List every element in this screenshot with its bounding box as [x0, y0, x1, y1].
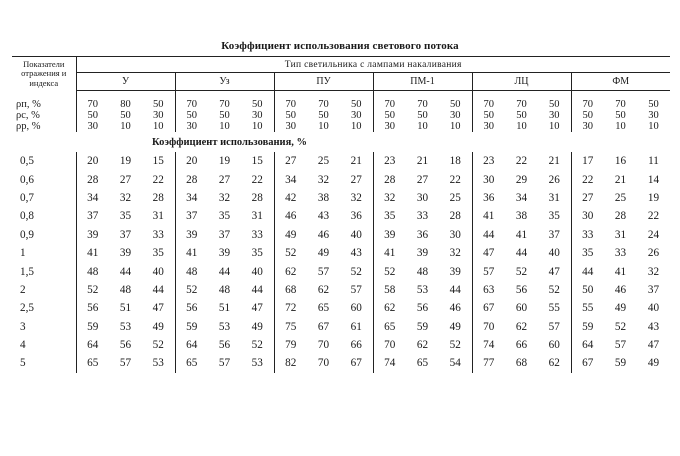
table-cell: 82	[285, 357, 297, 370]
table-cell: 41	[76, 244, 109, 262]
table-cell: 53	[218, 320, 231, 333]
room-index-label: 0,5	[20, 155, 34, 168]
table-cell: 36	[483, 191, 495, 204]
param-value: 30	[483, 121, 494, 132]
section-title: Коэффициент использования, %	[152, 136, 308, 148]
table-cell: 27	[340, 170, 373, 188]
row-header-line: Показатели	[23, 58, 65, 69]
table-cell: 37	[218, 228, 231, 241]
table-cell: 56	[119, 339, 132, 352]
param-value: 30	[87, 121, 98, 132]
table-cell: 38	[515, 210, 528, 223]
table-cell: 30	[582, 210, 594, 223]
table-cell: 32	[119, 191, 132, 204]
table-cell: 36	[340, 207, 373, 225]
table-cell: 41	[614, 265, 627, 278]
table-cell: 28	[384, 173, 396, 186]
param-value: 50	[340, 91, 373, 111]
table-cell: 68	[515, 357, 528, 370]
table-cell: 63	[483, 283, 495, 296]
param-value: 50	[384, 110, 395, 121]
table-cell: 32	[340, 189, 373, 207]
table-cell: 59	[614, 357, 627, 370]
table-cell: 65	[416, 357, 429, 370]
table-cell: 15	[241, 152, 274, 170]
table-cell: 48	[186, 265, 198, 278]
table-cell: 47	[142, 299, 175, 317]
table-cell: 52	[142, 336, 175, 354]
param-value: 30	[538, 110, 571, 121]
room-index-label: 0,7	[20, 191, 34, 204]
table-cell: 60	[515, 302, 528, 315]
table-cell: 31	[614, 228, 627, 241]
param-value: 30	[582, 121, 593, 132]
param-value: 10	[120, 121, 131, 132]
table-cell: 49	[285, 228, 297, 241]
table-cell: 70	[483, 320, 495, 333]
table-cell: 46	[614, 283, 627, 296]
table-cell: 32	[384, 191, 396, 204]
table-cell: 47	[241, 299, 274, 317]
table-cell: 41	[483, 210, 495, 223]
param-label: ρп, %	[12, 91, 76, 111]
param-value: 70	[483, 99, 494, 110]
table-cell: 14	[647, 173, 660, 186]
table-cell: 22	[647, 210, 660, 223]
table-cell: 21	[614, 173, 627, 186]
table-cell: 49	[647, 357, 660, 370]
table-cell: 22	[582, 173, 594, 186]
table-cell: 40	[647, 302, 660, 315]
param-value: 70	[582, 99, 593, 110]
utilization-table	[12, 56, 670, 373]
table-cell: 40	[538, 244, 571, 262]
table-cell: 61	[340, 318, 373, 336]
table-cell: 25	[439, 189, 472, 207]
table-cell: 39	[416, 247, 429, 260]
table-cell: 57	[483, 265, 495, 278]
param-value: 30	[241, 110, 274, 121]
table-cell: 22	[241, 170, 274, 188]
table-cell: 62	[317, 283, 330, 296]
table-cell: 47	[538, 262, 571, 280]
param-value: 70	[186, 99, 197, 110]
table-cell: 59	[416, 320, 429, 333]
table-cell: 49	[241, 318, 274, 336]
table-cell: 60	[538, 336, 571, 354]
table-cell: 79	[285, 339, 297, 352]
table-cell: 56	[416, 302, 429, 315]
table-cell: 28	[186, 173, 198, 186]
param-value: 30	[384, 121, 395, 132]
table-cell: 25	[614, 191, 627, 204]
table-cell: 33	[416, 210, 429, 223]
param-value: 70	[417, 99, 428, 110]
table-cell: 44	[218, 265, 231, 278]
table-cell: 40	[142, 262, 175, 280]
table-cell: 33	[142, 226, 175, 244]
param-value: 10	[318, 121, 329, 132]
table-cell: 53	[241, 354, 274, 372]
table-cell: 53	[416, 283, 429, 296]
param-value: 50	[87, 110, 98, 121]
table-cell: 21	[340, 152, 373, 170]
table-cell: 22	[142, 170, 175, 188]
table-cell: 47	[647, 339, 660, 352]
table-cell: 53	[119, 320, 132, 333]
param-value: 50	[483, 110, 494, 121]
table-cell: 27	[582, 191, 594, 204]
table-cell: 62	[538, 354, 571, 372]
param-value: 50	[516, 110, 527, 121]
param-value: 30	[648, 110, 659, 121]
param-value: 50	[120, 110, 131, 121]
table-cell: 43	[647, 320, 660, 333]
table-cell: 52	[340, 262, 373, 280]
table-cell: 74	[483, 339, 495, 352]
table-cell: 49	[439, 318, 472, 336]
table-cell: 41	[384, 247, 396, 260]
group-header: ЛЦ	[472, 73, 571, 91]
table-cell: 46	[285, 210, 297, 223]
table-cell: 42	[285, 191, 297, 204]
table-cell: 15	[142, 152, 175, 170]
table-cell: 30	[439, 226, 472, 244]
table-cell: 49	[317, 247, 330, 260]
param-value: 50	[241, 91, 274, 111]
table-cell: 44	[515, 247, 528, 260]
table-cell: 33	[582, 228, 594, 241]
table-cell: 39	[119, 247, 132, 260]
table-cell: 44	[119, 265, 132, 278]
table-cell: 22	[439, 170, 472, 188]
table-cell: 50	[582, 283, 594, 296]
table-cell: 27	[285, 155, 297, 168]
param-value: 50	[538, 91, 571, 111]
table-cell: 62	[285, 265, 297, 278]
table-cell: 56	[515, 283, 528, 296]
table-cell: 70	[317, 339, 330, 352]
table-title: Коэффициент использования светового потока	[221, 40, 459, 52]
table-cell: 77	[483, 357, 495, 370]
table-cell: 43	[340, 244, 373, 262]
table-cell: 35	[582, 247, 594, 260]
table-cell: 35	[241, 244, 274, 262]
table-cell: 62	[515, 320, 528, 333]
param-value: 30	[340, 110, 373, 121]
table-cell: 65	[186, 357, 198, 370]
table-cell: 70	[317, 357, 330, 370]
table-cell: 25	[317, 155, 330, 168]
table-cell: 22	[515, 155, 528, 168]
param-value: 50	[318, 110, 329, 121]
group-header: У	[76, 73, 175, 91]
table-cell: 38	[317, 191, 330, 204]
table-cell: 35	[538, 207, 571, 225]
row-header-cell	[12, 57, 76, 91]
table-cell: 20	[186, 155, 198, 168]
table-cell: 32	[218, 191, 231, 204]
table-cell: 41	[186, 247, 198, 260]
table-cell: 29	[515, 173, 528, 186]
table-cell: 41	[515, 228, 528, 241]
table-cell: 34	[285, 173, 297, 186]
table-cell: 34	[186, 191, 198, 204]
table-cell: 48	[218, 283, 231, 296]
table-cell: 39	[76, 226, 109, 244]
group-header: Уз	[175, 73, 274, 91]
table-cell: 52	[76, 281, 109, 299]
table-cell: 40	[340, 226, 373, 244]
table-cell: 48	[76, 262, 109, 280]
table-cell: 28	[241, 189, 274, 207]
table-cell: 62	[384, 302, 396, 315]
table-cell: 37	[538, 226, 571, 244]
table-cell: 40	[241, 262, 274, 280]
table-cell: 27	[416, 173, 429, 186]
table-cell: 31	[538, 189, 571, 207]
table-cell: 46	[317, 228, 330, 241]
table-cell: 39	[439, 262, 472, 280]
table-cell: 27	[218, 173, 231, 186]
param-value: 30	[285, 121, 296, 132]
param-value: 30	[142, 110, 175, 121]
param-value: 50	[219, 110, 230, 121]
table-cell: 52	[186, 283, 198, 296]
param-value: 30	[186, 121, 197, 132]
table-cell: 28	[439, 207, 472, 225]
table-cell: 48	[416, 265, 429, 278]
param-label: ρр, %	[12, 121, 76, 132]
table-cell: 46	[439, 299, 472, 317]
table-cell: 37	[647, 283, 660, 296]
table-cell: 49	[614, 302, 627, 315]
table-cell: 59	[186, 320, 198, 333]
table-cell: 33	[241, 226, 274, 244]
param-value: 50	[186, 110, 197, 121]
param-value: 10	[340, 121, 373, 132]
table-cell: 52	[285, 247, 297, 260]
table-cell: 52	[384, 265, 396, 278]
table-cell: 26	[538, 170, 571, 188]
row-header-line: отражения и	[21, 68, 67, 78]
table-cell: 47	[483, 247, 495, 260]
param-value: 50	[615, 110, 626, 121]
table-cell: 28	[76, 170, 109, 188]
table-cell: 66	[515, 339, 528, 352]
table-cell: 21	[416, 155, 429, 168]
table-cell: 65	[317, 302, 330, 315]
param-value: 50	[142, 91, 175, 111]
param-value: 70	[516, 99, 527, 110]
table-cell: 31	[142, 207, 175, 225]
param-value: 10	[538, 121, 571, 132]
table-cell: 32	[317, 173, 330, 186]
table-cell: 57	[538, 318, 571, 336]
param-value: 70	[219, 99, 230, 110]
table-cell: 43	[317, 210, 330, 223]
table-cell: 72	[285, 302, 297, 315]
table-cell: 51	[218, 302, 231, 315]
room-index-label: 1	[20, 247, 26, 260]
room-index-label: 2,5	[20, 302, 34, 315]
table-cell: 26	[647, 247, 660, 260]
table-cell: 55	[582, 302, 594, 315]
table-cell: 30	[416, 191, 429, 204]
table-cell: 37	[186, 210, 198, 223]
table-cell: 20	[76, 152, 109, 170]
table-cell: 33	[614, 247, 627, 260]
table-cell: 58	[384, 283, 396, 296]
table-cell: 18	[439, 152, 472, 170]
table-cell: 39	[384, 228, 396, 241]
table-cell: 23	[384, 155, 396, 168]
table-cell: 37	[119, 228, 132, 241]
table-cell: 35	[142, 244, 175, 262]
room-index-label: 1,5	[20, 265, 34, 278]
table-cell: 19	[119, 155, 132, 168]
param-value: 50	[285, 110, 296, 121]
table-cell: 67	[582, 357, 594, 370]
table-cell: 34	[515, 191, 528, 204]
table-cell: 39	[218, 247, 231, 260]
table-cell: 66	[340, 336, 373, 354]
table-cell: 48	[119, 283, 132, 296]
param-value: 10	[439, 121, 472, 132]
room-index-label: 0,8	[20, 210, 34, 223]
table-cell: 56	[186, 302, 198, 315]
table-cell: 37	[76, 207, 109, 225]
table-cell: 49	[142, 318, 175, 336]
param-label: ρс, %	[12, 110, 76, 121]
table-cell: 67	[483, 302, 495, 315]
param-value: 50	[417, 110, 428, 121]
table-cell: 39	[186, 228, 198, 241]
luminaire-type-header: Тип светильника с лампами накаливания	[76, 57, 670, 73]
table-cell: 65	[384, 320, 396, 333]
table-cell: 44	[483, 228, 495, 241]
table-cell: 32	[647, 265, 660, 278]
room-index-label: 2	[20, 283, 26, 296]
table-cell: 57	[317, 265, 330, 278]
table-cell: 28	[142, 189, 175, 207]
table-cell: 35	[119, 210, 132, 223]
table-cell: 36	[416, 228, 429, 241]
row-header-line: индекса	[29, 77, 59, 88]
room-index-label: 4	[20, 339, 26, 352]
param-value: 10	[241, 121, 274, 132]
table-cell: 57	[119, 357, 132, 370]
table-cell: 56	[76, 299, 109, 317]
room-index-label: 0,6	[20, 173, 34, 186]
param-value: 10	[516, 121, 527, 132]
room-index-label: 0,9	[20, 228, 34, 241]
table-cell: 68	[285, 283, 297, 296]
param-value: 10	[219, 121, 230, 132]
table-cell: 60	[340, 299, 373, 317]
table-cell: 35	[384, 210, 396, 223]
table-cell: 19	[218, 155, 231, 168]
table-cell: 57	[340, 281, 373, 299]
table-cell: 65	[76, 354, 109, 372]
table-cell: 53	[142, 354, 175, 372]
table-cell: 44	[582, 265, 594, 278]
room-index-label: 5	[20, 357, 26, 370]
param-value: 50	[439, 91, 472, 111]
table-cell: 23	[483, 155, 495, 168]
table-cell: 30	[483, 173, 495, 186]
param-value: 70	[384, 99, 395, 110]
table-cell: 27	[119, 173, 132, 186]
table-cell: 52	[614, 320, 627, 333]
group-header: ПУ	[274, 73, 373, 91]
table-cell: 21	[538, 152, 571, 170]
param-value: 30	[439, 110, 472, 121]
table-cell: 55	[538, 299, 571, 317]
table-cell: 64	[186, 339, 198, 352]
group-header: ФМ	[571, 73, 670, 91]
table-cell: 67	[340, 354, 373, 372]
table-cell: 52	[241, 336, 274, 354]
table-cell: 31	[241, 207, 274, 225]
table-cell: 70	[384, 339, 396, 352]
table-cell: 67	[317, 320, 330, 333]
table-cell: 64	[582, 339, 594, 352]
table-cell: 51	[119, 302, 132, 315]
param-value: 50	[648, 99, 659, 110]
param-value: 10	[615, 121, 626, 132]
table-cell: 35	[218, 210, 231, 223]
table-cell: 56	[218, 339, 231, 352]
table-cell: 59	[582, 320, 594, 333]
room-index-label: 3	[20, 320, 26, 333]
group-header: ПМ-1	[373, 73, 472, 91]
param-value: 50	[582, 110, 593, 121]
table-cell: 75	[285, 320, 297, 333]
table-cell: 24	[647, 228, 660, 241]
table-cell: 54	[439, 354, 472, 372]
table-cell: 62	[416, 339, 429, 352]
table-cell: 16	[614, 155, 627, 168]
table-cell: 57	[614, 339, 627, 352]
param-value: 70	[285, 99, 296, 110]
param-value: 10	[142, 121, 175, 132]
param-value: 10	[648, 121, 659, 132]
table-cell: 17	[582, 155, 594, 168]
table-cell: 44	[142, 281, 175, 299]
table-cell: 52	[515, 265, 528, 278]
table-cell: 44	[439, 281, 472, 299]
table-cell: 34	[76, 189, 109, 207]
table-cell: 52	[439, 336, 472, 354]
table-cell: 74	[384, 357, 396, 370]
table-cell: 44	[241, 281, 274, 299]
table-cell: 32	[439, 244, 472, 262]
table-cell: 64	[76, 336, 109, 354]
param-value: 80	[120, 99, 131, 110]
param-value: 10	[417, 121, 428, 132]
table-cell: 11	[648, 155, 659, 168]
table-cell: 57	[218, 357, 231, 370]
table-cell: 52	[538, 281, 571, 299]
table-cell: 28	[614, 210, 627, 223]
param-value: 70	[318, 99, 329, 110]
param-value: 70	[87, 99, 98, 110]
table-cell: 59	[76, 318, 109, 336]
table-cell: 19	[647, 191, 660, 204]
param-value: 70	[615, 99, 626, 110]
